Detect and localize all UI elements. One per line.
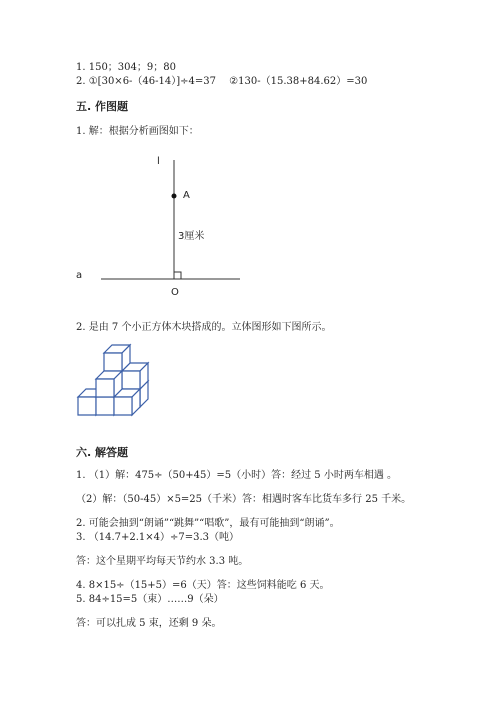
section-6-title: 六. 解答题 [76, 446, 129, 459]
label-l: l [157, 156, 160, 167]
label-length: 3厘米 [178, 231, 205, 242]
section-6-q4: 4. 8×15÷（15+5）=6（天）答：这些饲料能吃 6 天。 [76, 580, 330, 591]
section-6-q3-answer: 答：这个星期平均每天节约水 3.3 吨。 [76, 556, 249, 567]
section-6-q1a: 1. （1）解：475÷（50+45）=5（小时）答：经过 5 小时两车相遇 。 [76, 470, 398, 481]
label-o: O [171, 287, 179, 298]
cube [96, 371, 122, 397]
section-6-q5: 5. 84÷15=5（束）……9（朵） [76, 594, 224, 605]
section-6-q5-answer: 答：可以扎成 5 束，还剩 9 朵。 [76, 618, 222, 629]
section-6-q2: 2. 可能会抽到“朗诵”“跳舞”“唱歌”，最有可能抽到“朗诵”。 [76, 518, 340, 529]
section-6-q3: 3. （14.7+2.1×4）÷7=3.3（吨） [76, 532, 240, 543]
label-line-a: a [76, 270, 83, 281]
section-5-q2: 2. 是由 7 个小正方体木块搭成的。立体图形如下图所示。 [76, 322, 332, 333]
answer-line-1: 1. 150；304；9；80 [76, 62, 176, 73]
cube [104, 345, 130, 371]
answer-line-2: 2. ①[30×6-（46-14）]÷4=37 ②130-（15.38+84.62）=30 [76, 76, 368, 87]
section-5-q1: 1. 解：根据分析画图如下： [76, 126, 199, 137]
section-6-q1b: （2）解：（50-45）×5=25（千米）答：相遇时客车比货车多行 25 千米。 [76, 494, 412, 505]
section-5-title: 五. 作图题 [76, 100, 129, 113]
label-point-a: A [183, 190, 190, 201]
